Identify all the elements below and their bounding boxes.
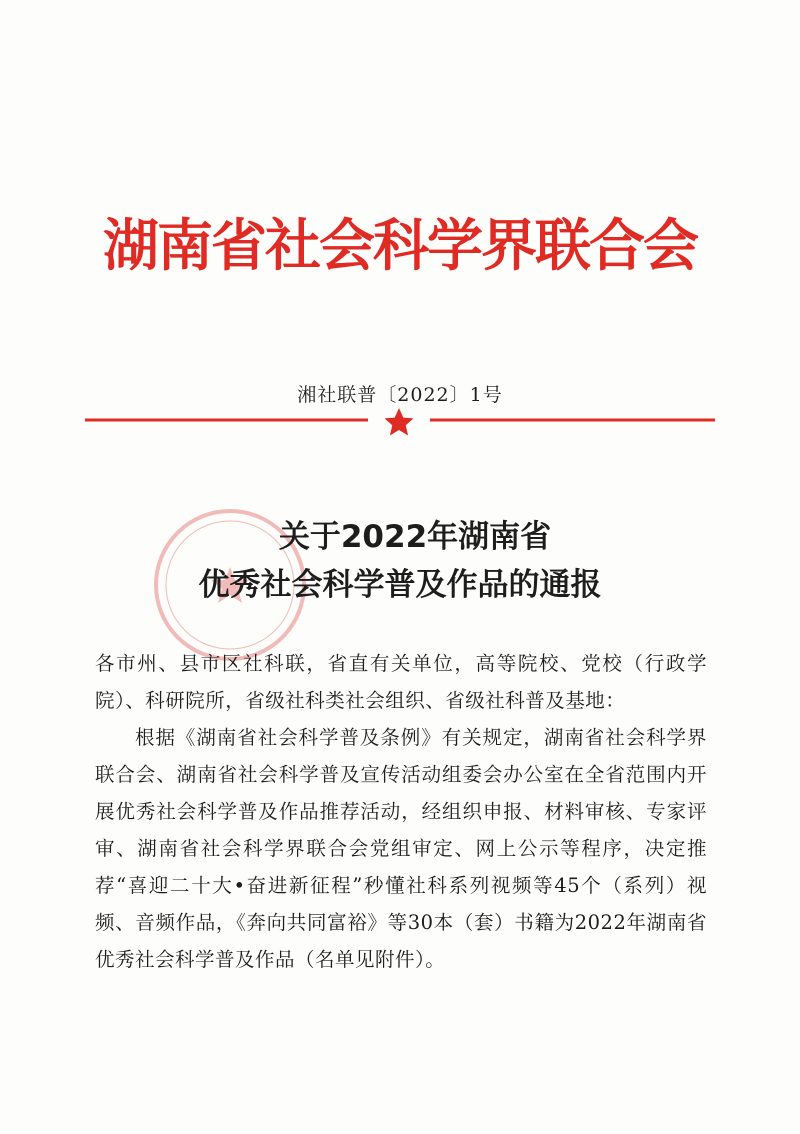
- organization-header: 湖南省社会科学界联合会: [103, 214, 697, 279]
- red-divider-rule: [85, 408, 715, 438]
- document-body: [95, 645, 707, 978]
- document-number: 湘社联普〔2022〕1号: [297, 384, 503, 406]
- body-paragraph: 根据《湖南省社会科学普及条例》有关规定，湖南省社会科学界联合会、湖南省社会科学普及宣传活动组委会办公室在全省范围内开展优秀社会科学普及作品推荐活动，经组织申报、材料审核、专家评审、湖南省社会科学界联合会党组审定、网上公示等程序，决定推荐“喜迎二十大•奋进新征程”秒懂社科系列视频等45个（系列）视频、音频作品，《奔向共同富裕》等30本（套）书籍为2022年湖南省优秀社会科学普及作品（名单见附件）。: [95, 726, 707, 971]
- addressees-paragraph: 各市州、县市区社科联，省直有关单位，高等院校、党校（行政学院）、科研院所，省级社科类社会组织、省级社科普及基地：: [95, 652, 707, 712]
- red-star-icon: [385, 408, 414, 436]
- document-title-line-1: 关于2022年湖南省: [278, 519, 552, 555]
- document-title-line-2: 优秀社会科学普及作品的通报: [198, 567, 602, 603]
